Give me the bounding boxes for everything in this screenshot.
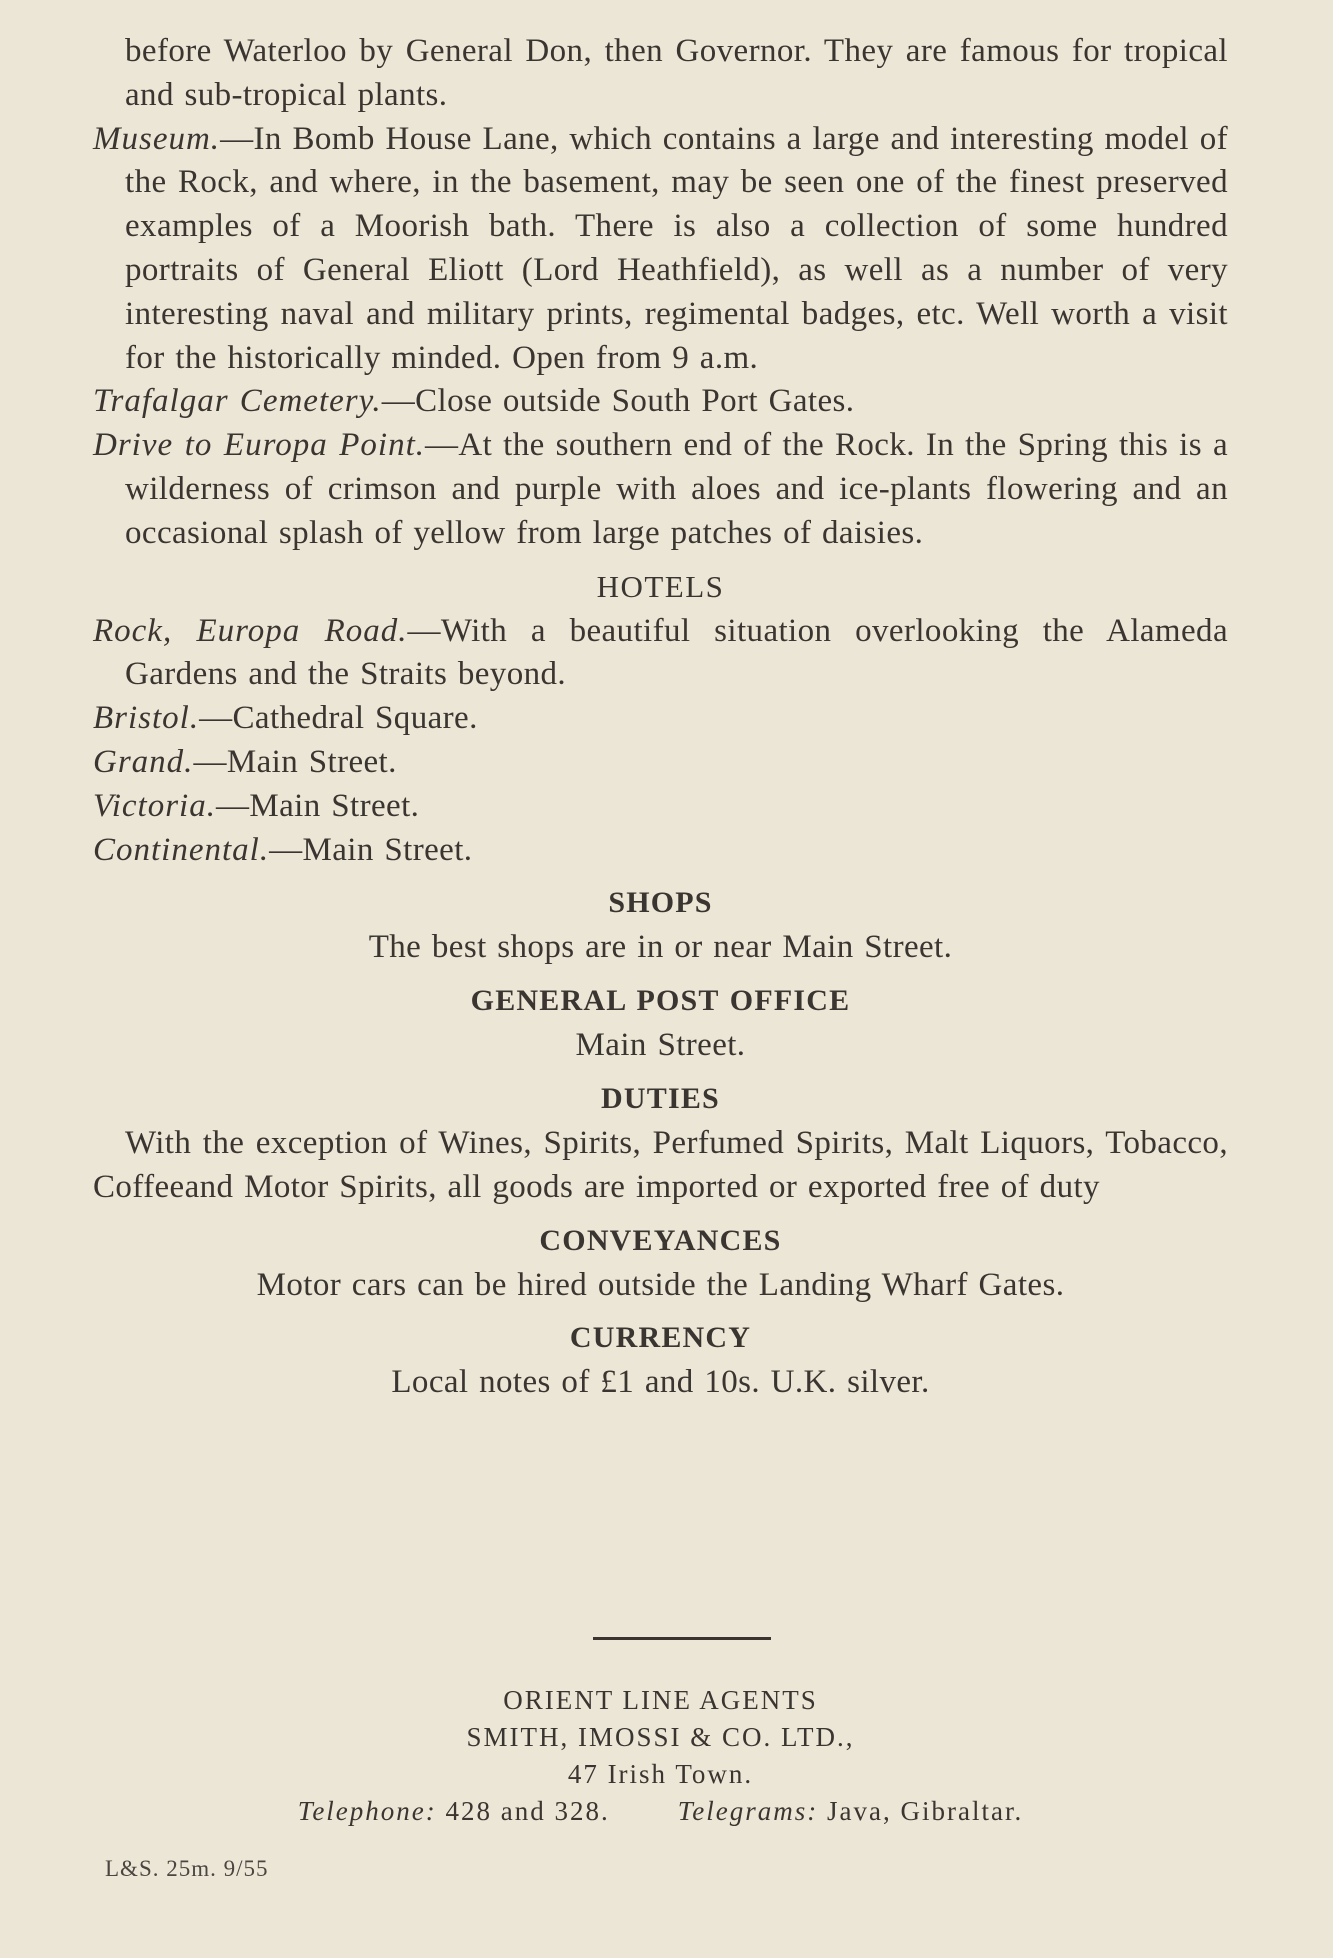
hotel-body: —Main Street.: [215, 787, 420, 824]
museum-body: —In Bomb House Lane, which contains a large and interesting model of the Rock, and where, in the basement, may be seen one of the finest preserved examples of a Moorish bath. There is also a collection of some hundred portraits of General Eliott (Lord Heathfield), as well as a number of very interesting naval and military prints, regimental badges, etc. Well worth a visit for the historically minded. Open from 9 a.m.: [125, 120, 1228, 376]
europa-point-entry: [93, 424, 1228, 555]
hotel-body: —Cathedral Square.: [199, 700, 478, 737]
agents-contact-line: [93, 1793, 1228, 1830]
hotel-body: —With a beautiful situation overlooking the Alameda Gardens and the Straits beyond.: [125, 612, 1228, 693]
hotel-entry: [93, 697, 1228, 741]
telegrams-value: Java, Gibraltar.: [827, 1796, 1024, 1826]
hotel-lead: Rock, Europa Road.: [93, 612, 408, 649]
hotels-heading: HOTELS: [596, 568, 725, 604]
hotel-lead: Grand.: [93, 743, 194, 780]
shops-heading: SHOPS: [608, 886, 713, 920]
post-office-body: Main Street.: [575, 1027, 746, 1064]
hotel-lead: Bristol.: [93, 700, 200, 737]
museum-entry: [93, 118, 1228, 381]
duties-body: With the exception of Wines, Spirits, Perfumed Spirits, Malt Liquors, Tobacco, Coffeeand Motor Spirits, all goods are imported or exported free of duty: [93, 1124, 1228, 1205]
printer-mark: L&S. 25m. 9/55: [105, 1856, 269, 1881]
gardens-continuation: [93, 30, 1228, 118]
agents-company: SMITH, IMOSSI & CO. LTD.,: [466, 1722, 855, 1752]
hotel-entry: [93, 741, 1228, 785]
europa-point-body: —At the southern end of the Rock. In the Spring this is a wilderness of crimson and purple with aloes and ice-plants flowering and an occasional splash of yellow from large patches of daisies.: [125, 427, 1229, 551]
shops-body: The best shops are in or near Main Street.: [368, 929, 953, 966]
telegrams-label: Telegrams:: [677, 1796, 819, 1826]
currency-heading: CURRENCY: [569, 1321, 752, 1355]
hotel-lead: Victoria.: [93, 787, 216, 824]
hotel-entry: [93, 829, 1228, 873]
telephone-label: Telephone:: [297, 1796, 437, 1826]
page-text: [93, 30, 1228, 1405]
conveyances-body: Motor cars can be hired outside the Landing Wharf Gates.: [256, 1266, 1065, 1303]
duties-heading: DUTIES: [601, 1081, 720, 1115]
europa-point-lead: Drive to Europa Point.: [93, 427, 426, 464]
agents-block: [93, 1682, 1228, 1830]
agents-address: 47 Irish Town.: [567, 1759, 754, 1789]
hotel-body: —Main Street.: [193, 743, 397, 780]
hotel-entry: [93, 610, 1228, 698]
currency-body: Local notes of £1 and 10s. U.K. silver.: [391, 1364, 930, 1401]
museum-lead: Museum.: [93, 120, 221, 157]
cemetery-lead: Trafalgar Cemetery.: [93, 383, 382, 420]
hotel-lead: Continental.: [93, 831, 270, 868]
hotel-entry: [93, 785, 1228, 829]
agents-title: ORIENT LINE AGENTS: [503, 1685, 818, 1715]
cemetery-body: —Close outside South Port Gates.: [381, 383, 855, 420]
telephone-value: 428 and 328.: [445, 1796, 610, 1826]
section-divider: [593, 1637, 771, 1640]
hotel-body: —Main Street.: [269, 831, 473, 868]
gardens-body: before Waterloo by General Don, then Governor. They are famous for tropical and sub-tropical plants.: [125, 33, 1228, 113]
cemetery-entry: [93, 380, 1228, 424]
conveyances-heading: CONVEYANCES: [539, 1223, 782, 1257]
post-office-heading: GENERAL POST OFFICE: [470, 984, 851, 1018]
